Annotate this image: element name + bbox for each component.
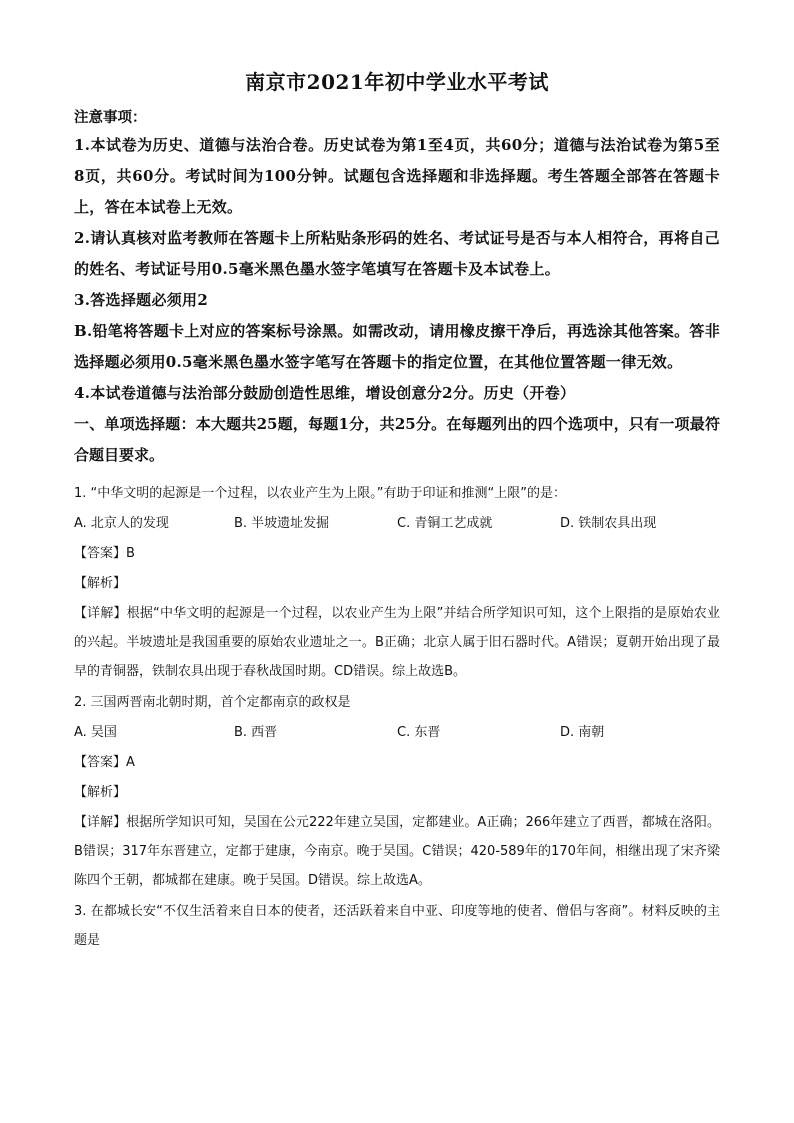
option-b: B. 西晋 — [234, 725, 278, 740]
question-options — [74, 509, 720, 539]
analysis-label: 【解析】 — [74, 576, 127, 591]
option-d: D. 南朝 — [560, 725, 605, 740]
option-b: B. 半坡遗址发掘 — [234, 516, 330, 531]
notice-heading: 注意事项： — [74, 109, 147, 126]
page-title: 南京市2021年初中学业水平考试 — [245, 70, 549, 94]
notice-item-3: 3.答选择题必须用2 — [74, 291, 209, 309]
option-d: D. 铁制农具出现 — [560, 516, 657, 531]
question-stem: 2. 三国两晋南北朝时期，首个定都南京的政权是 — [74, 695, 351, 710]
option-c: C. 东晋 — [397, 725, 441, 740]
notice-item-2: 2.请认真核对监考教师在答题卡上所粘贴条形码的姓名、考试证号是否与本人相符合，再将自己的姓名、考试证号用0.5毫米黑色墨水签字笔填写在答题卡及本试卷上。 — [74, 229, 720, 278]
detail-text: 【详解】根据所学知识可知，吴国在公元222年建立吴国，定都建业。A正确；266年建立了西晋，都城在洛阳。B错误；317年东晋建立，定都于建康，今南京。晚于吴国。C错误；420-589年的170年间，相继出现了宋齐梁陈四个王朝，都城都在建康。晚于吴国。D错误。综上故选A。 — [74, 815, 720, 888]
detail-text: 【详解】根据“中华文明的起源是一个过程，以农业产生为上限”并结合所学知识可知，这个上限指的是原始农业的兴起。半坡遗址是我国重要的原始农业遗址之一。B正确；北京人属于旧石器时代。A错误；夏朝开始出现了最早的青铜器，铁制农具出现于春秋战国时期。CD错误。综上故选B。 — [74, 606, 720, 679]
section-heading — [74, 409, 720, 471]
section-instructions: 一、单项选择题：本大题共25题，每题1分，共25分。在每题列出的四个选项中，只有一项最符合题目要求。 — [74, 415, 720, 464]
question-1 — [74, 479, 720, 686]
option-a: A. 吴国 — [74, 725, 117, 740]
option-c: C. 青铜工艺成就 — [397, 516, 493, 531]
question-2 — [74, 688, 720, 895]
notice-section — [74, 106, 720, 409]
question-stem: 1. “中华文明的起源是一个过程，以农业产生为上限。”有助于印证和推测“上限”的是： — [74, 486, 566, 501]
analysis-label: 【解析】 — [74, 785, 127, 800]
question-3 — [74, 897, 720, 955]
option-a: A. 北京人的发现 — [74, 516, 169, 531]
notice-item-1: 1.本试卷为历史、道德与法治合卷。历史试卷为第1至4页，共60分；道德与法治试卷为第5至8页，共60分。考试时间为100分钟。试题包含选择题和非选择题。考生答题全部答在答题卡上，答在本试卷上无效。 — [74, 136, 720, 216]
answer-label: 【答案】B — [74, 546, 135, 561]
notice-item-4: 4.本试卷道德与法治部分鼓励创造性思维，增设创意分2分。历史（开卷） — [74, 384, 576, 402]
question-options — [74, 718, 720, 748]
answer-label: 【答案】A — [74, 755, 135, 770]
notice-item-3-cont: B.铅笔将答题卡上对应的答案标号涂黑。如需改动，请用橡皮擦干净后，再选涂其他答案。答非选择题必须用0.5毫米黑色墨水签字笔写在答题卡的指定位置，在其他位置答题一律无效。 — [74, 322, 720, 371]
question-stem: 3. 在都城长安“不仅生活着来自日本的使者，还活跃着来自中亚、印度等地的使者、僧侣与客商”。材料反映的主题是 — [74, 904, 720, 948]
